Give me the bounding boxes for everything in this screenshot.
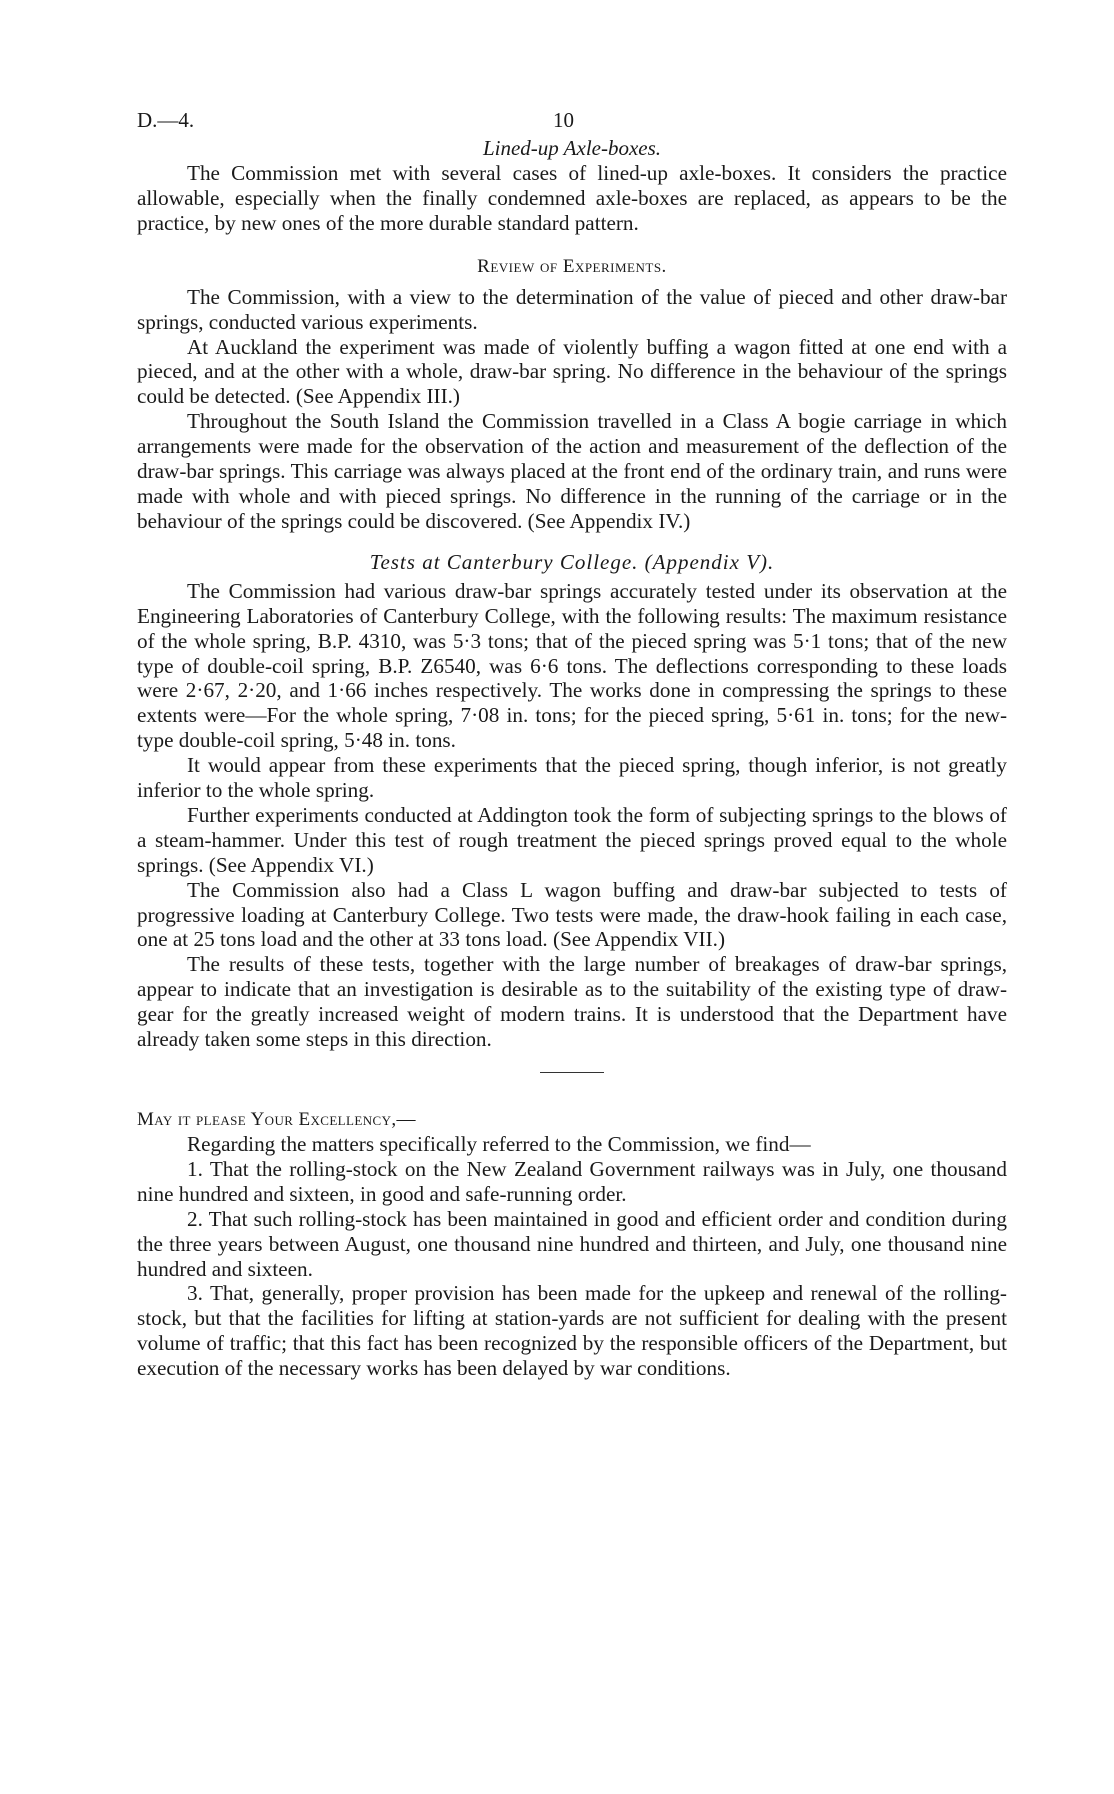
finding-item: 3. That, generally, proper provision has been made for the upkeep and renewal of the rolling-stock, but that the facilities for lifting at station-yards are not sufficient for dealing with the present volume of traffic; that this fact has been recognized by the responsible officers of the Department, but execution of the necessary works has been delayed by war conditions. <box>137 1281 1007 1381</box>
paragraph: The Commission met with several cases of lined-up axle-boxes. It considers the practice allowable, especially when the finally condemned axle-boxes are replaced, as appears to be the practice, by new ones of the more durable standard pattern. <box>137 161 1007 235</box>
section-findings <box>137 1107 1007 1381</box>
section-review-of-experiments <box>137 254 1007 534</box>
document-reference: D.—4. <box>137 108 195 132</box>
paragraph: The Commission also had a Class L wagon buffing and draw-bar subjected to tests of progressive loading at Canterbury College. Two tests were made, the draw-hook failing in each case, one at 25 tons load and the other at 33 tons load. (See Appendix VII.) <box>137 877 1007 952</box>
paragraph: The results of these tests, together with the large number of breakages of draw-bar springs, appear to indicate that an investigation is desirable as to the suitability of the existing type of draw-gear for the greatly increased weight of modern trains. It is understood that the Department have already taken some steps in this direction. <box>137 952 1007 1052</box>
paragraph: Further experiments conducted at Addington took the form of subjecting springs to the blows of a steam-hammer. Under this test of rough treatment the pieced springs proved equal to the whole springs. (See Appendix VI.) <box>137 802 1007 877</box>
paragraph: At Auckland the experiment was made of violently buffing a wagon fitted at one end with a pieced, and at the other with a whole, draw-bar spring. No difference in the behaviour of the springs could be detected. (See Appendix III.) <box>137 334 1007 409</box>
section-heading: Review of Experiments. <box>477 255 667 277</box>
section-tests-at-canterbury-college <box>137 550 1007 1052</box>
finding-item: 1. That the rolling-stock on the New Zealand Government railways was in July, one thousand nine hundred and sixteen, in good and safe-running order. <box>137 1156 1007 1206</box>
paragraph: The Commission had various draw-bar springs accurately tested under its observation at the Engineering Laboratories of Canterbury College, with the following results: The maximum resistance of the whole spring, B.P. 4310, was 5·3 tons; that of the pieced spring was 5·1 tons; that of the new type of double-coil spring, B.P. Z6540, was 6·6 tons. The deflections corresponding to these loads were 2·67, 2·20, and 1·66 inches respectively. The works done in compressing the springs to these extents were—For the whole spring, 7·08 in. tons; for the pieced spring, 5·61 in. tons; for the new-type double-coil spring, 5·48 in. tons. <box>137 578 1007 753</box>
section-heading: Lined-up Axle-boxes. <box>482 136 662 160</box>
paragraph: The Commission, with a view to the determination of the value of pieced and other draw-bar springs, conducted various experiments. <box>137 284 1007 334</box>
paragraph: Regarding the matters specifically referred to the Commission, we find— <box>187 1132 811 1156</box>
section-lined-up-axle-boxes <box>137 136 1007 236</box>
page-header <box>137 100 1007 136</box>
paragraph: Throughout the South Island the Commission travelled in a Class A bogie carriage in which arrangements were made for the observation of the action and measurement of the deflection of the draw-bar springs. This carriage was always placed at the front end of the ordinary train, and runs were made with whole and with pieced springs. No difference in the running of the carriage or in the behaviour of the springs could be discovered. (See Appendix IV.) <box>137 409 1007 533</box>
finding-item: 2. That such rolling-stock has been maintained in good and efficient order and condition during the three years between August, one thousand nine hundred and thirteen, and July, one thousand nine hundred and sixteen. <box>137 1206 1007 1281</box>
document-page <box>137 100 1007 1381</box>
section-divider <box>540 1072 604 1073</box>
paragraph: It would appear from these experiments that the pieced spring, though inferior, is not greatly inferior to the whole spring. <box>137 753 1007 803</box>
section-heading: Tests at Canterbury College. (Appendix V). <box>369 549 775 574</box>
page-number: 10 <box>553 108 574 132</box>
salutation: May it please Your Excellency,— <box>137 1109 416 1130</box>
